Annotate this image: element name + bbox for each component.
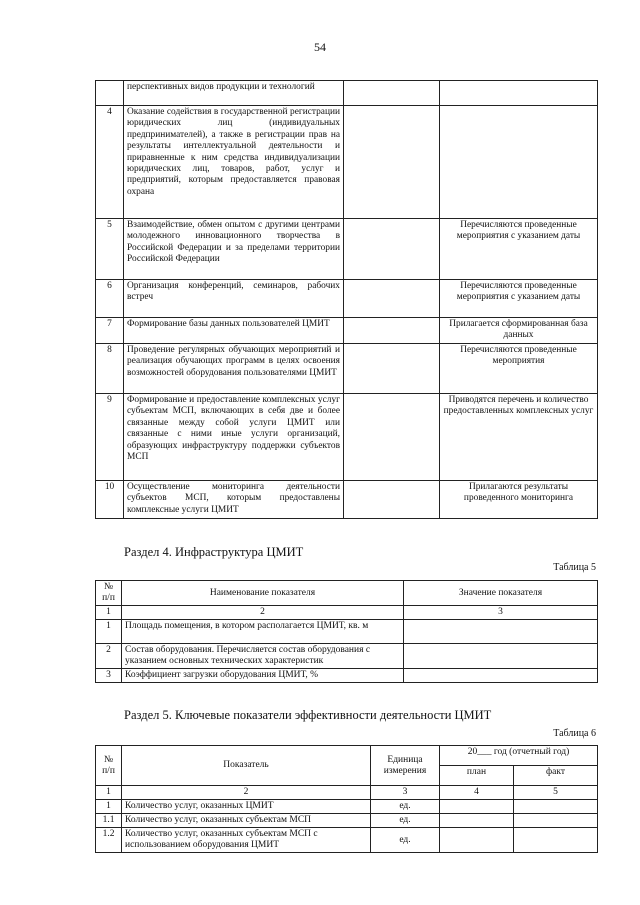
col-header-indicator: Показатель <box>122 746 371 786</box>
indicator-name: Количество услуг, оказанных субъектам МСП с использованием оборудования ЦМИТ <box>122 828 371 853</box>
row-number: 5 <box>96 219 124 280</box>
empty-cell <box>344 219 440 280</box>
row-number: 1.2 <box>96 828 122 853</box>
table-row <box>96 81 598 106</box>
col-number: 3 <box>404 606 598 620</box>
activity-result <box>440 106 598 219</box>
column-numbers-row <box>96 786 598 800</box>
activity-result: Прилагаются результаты проведенного мониторинга <box>440 481 598 519</box>
empty-cell <box>344 344 440 394</box>
col-header-year: 20___ год (отчетный год) <box>440 746 598 766</box>
activity-result <box>440 81 598 106</box>
empty-cell <box>344 318 440 344</box>
section-5-title: Раздел 5. Ключевые показатели эффективности деятельности ЦМИТ <box>124 708 492 722</box>
table-row <box>96 106 598 219</box>
table-row <box>96 814 598 828</box>
table-row <box>96 669 598 683</box>
table-row <box>96 394 598 481</box>
table-header-row <box>96 581 598 606</box>
activity-description: Осуществление мониторинга деятельности субъектов МСП, которым предоставлены комплексные услуги ЦМИТ <box>124 481 344 519</box>
infrastructure-table <box>95 580 598 683</box>
col-header-unit: Единица измерения <box>371 746 440 786</box>
activity-description: Организация конференций, семинаров, рабочих встреч <box>124 280 344 318</box>
activity-result: Перечисляются проведенные мероприятия с указанием даты <box>440 280 598 318</box>
row-number <box>96 81 124 106</box>
activity-description: Проведение регулярных обучающих мероприятий и реализация обучающих программ в целях освоения возможностей оборудования пользователями ЦМИТ <box>124 344 344 394</box>
activity-result: Прилагается сформированная база данных <box>440 318 598 344</box>
col-header-num: № п/п <box>96 746 122 786</box>
row-number: 9 <box>96 394 124 481</box>
col-number: 2 <box>122 606 404 620</box>
col-header-name: Наименование показателя <box>122 581 404 606</box>
plan-cell <box>440 800 514 814</box>
empty-cell <box>344 280 440 318</box>
plan-cell <box>440 828 514 853</box>
activity-description: Формирование и предоставление комплексных услуг субъектам МСП, включающих в себя две и более связанные между собой услуги ЦМИТ или связанные с ними иные услуги организаций, образующих инфраструктуру поддержки субъектов МСП <box>124 394 344 481</box>
fact-cell <box>514 814 598 828</box>
table-row <box>96 219 598 280</box>
activity-description: перспективных видов продукции и технологий <box>124 81 344 106</box>
unit-cell: ед. <box>371 828 440 853</box>
table-6-label: Таблица 6 <box>553 728 596 739</box>
col-header-fact: факт <box>514 766 598 786</box>
empty-cell <box>344 106 440 219</box>
indicator-value <box>404 644 598 669</box>
row-number: 7 <box>96 318 124 344</box>
table-row <box>96 318 598 344</box>
col-number: 1 <box>96 606 122 620</box>
empty-cell <box>344 481 440 519</box>
row-number: 6 <box>96 280 124 318</box>
unit-cell: ед. <box>371 814 440 828</box>
section-4-title: Раздел 4. Инфраструктура ЦМИТ <box>124 545 304 559</box>
plan-cell <box>440 814 514 828</box>
table-row <box>96 481 598 519</box>
activity-result: Приводятся перечень и количество предоставленных комплексных услуг <box>440 394 598 481</box>
row-number: 1 <box>96 800 122 814</box>
activity-result: Перечисляются проведенные мероприятия с указанием даты <box>440 219 598 280</box>
activity-result: Перечисляются проведенные мероприятия <box>440 344 598 394</box>
indicator-value <box>404 669 598 683</box>
fact-cell <box>514 828 598 853</box>
row-number: 3 <box>96 669 122 683</box>
page-number: 54 <box>314 40 326 54</box>
table-row <box>96 828 598 853</box>
row-number: 10 <box>96 481 124 519</box>
activity-description: Формирование базы данных пользователей ЦМИТ <box>124 318 344 344</box>
empty-cell <box>344 394 440 481</box>
row-number: 8 <box>96 344 124 394</box>
table-row <box>96 280 598 318</box>
indicator-name: Площадь помещения, в котором располагается ЦМИТ, кв. м <box>122 620 404 644</box>
table-row <box>96 800 598 814</box>
table-row <box>96 344 598 394</box>
table-row <box>96 644 598 669</box>
activities-table <box>95 80 598 519</box>
column-numbers-row <box>96 606 598 620</box>
col-number: 5 <box>514 786 598 800</box>
indicator-name: Состав оборудования. Перечисляется состав оборудования с указанием основных технических характеристик <box>122 644 404 669</box>
indicator-name: Количество услуг, оказанных ЦМИТ <box>122 800 371 814</box>
kpi-table <box>95 745 598 853</box>
col-number: 3 <box>371 786 440 800</box>
col-number: 4 <box>440 786 514 800</box>
col-header-value: Значение показателя <box>404 581 598 606</box>
row-number: 1 <box>96 620 122 644</box>
activity-description: Взаимодействие, обмен опытом с другими центрами молодежного инновационного творчества в Российской Федерации и за пределами территории Российской Федерации <box>124 219 344 280</box>
table-row <box>96 620 598 644</box>
col-header-plan: план <box>440 766 514 786</box>
row-number: 2 <box>96 644 122 669</box>
col-header-num: № п/п <box>96 581 122 606</box>
row-number: 1.1 <box>96 814 122 828</box>
table-5-label: Таблица 5 <box>553 562 596 573</box>
indicator-name: Коэффициент загрузки оборудования ЦМИТ, % <box>122 669 404 683</box>
col-number: 2 <box>122 786 371 800</box>
indicator-value <box>404 620 598 644</box>
unit-cell: ед. <box>371 800 440 814</box>
col-number: 1 <box>96 786 122 800</box>
table-header-row <box>96 746 598 766</box>
fact-cell <box>514 800 598 814</box>
row-number: 4 <box>96 106 124 219</box>
empty-cell <box>344 81 440 106</box>
activity-description: Оказание содействия в государственной регистрации юридических лиц (индивидуальных предпринимателей), а также в регистрации прав на результаты интеллектуальной деятельности и приравненные к ним средства индивидуализации юридических лиц, товаров, работ, услуг и предприятий, которым предоставляется правовая охрана <box>124 106 344 219</box>
indicator-name: Количество услуг, оказанных субъектам МСП <box>122 814 371 828</box>
